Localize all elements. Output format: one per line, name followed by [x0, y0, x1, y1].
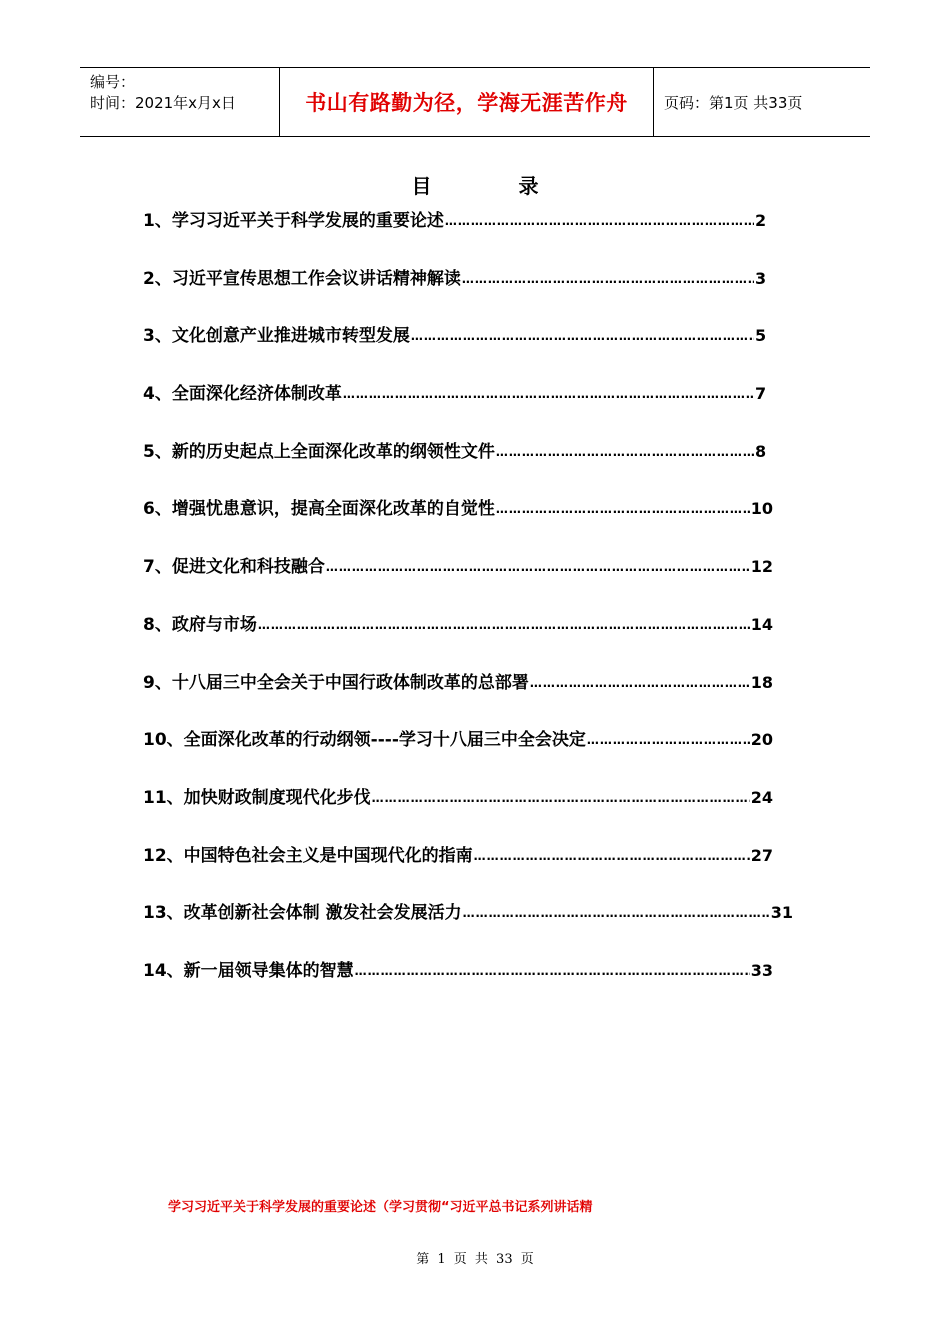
toc-entry-title: 2、习近平宣传思想工作会议讲话精神解读: [143, 268, 461, 289]
toc-dot-leader: [496, 439, 754, 465]
toc-entry-page-number: 20: [750, 730, 773, 750]
header-page-info: 页码：第1页 共33页: [664, 93, 803, 112]
page-number-footer: 第 1 页 共 33 页: [416, 1252, 534, 1267]
toc-dot-leader: [445, 208, 754, 234]
toc-dot-leader: [474, 843, 750, 869]
toc-entry-title: 5、新的历史起点上全面深化改革的纲领性文件: [143, 441, 495, 462]
toc-entry-page-number: 14: [750, 614, 773, 634]
toc-entry-page-number: 10: [750, 499, 773, 519]
document-header: [80, 67, 870, 137]
toc-title: 目 录: [411, 174, 579, 198]
toc-entry[interactable]: [143, 381, 773, 439]
toc-entry-page-number: 3: [755, 268, 767, 288]
toc-entry-page-number: 7: [755, 384, 767, 404]
toc-entry-page-number: 2: [755, 211, 767, 230]
header-meta-cell: [80, 68, 280, 136]
toc-dot-leader: [496, 496, 750, 522]
toc-entry-title: 7、促进文化和科技融合: [143, 557, 325, 578]
document-number-label: 编号：: [90, 73, 136, 91]
toc-entry[interactable]: [143, 727, 773, 785]
toc-dot-leader: [587, 727, 750, 753]
toc-dot-leader: [462, 266, 754, 292]
toc-entry[interactable]: [143, 496, 773, 554]
toc-entry-title: 14、新一届领导集体的智慧: [143, 960, 354, 981]
toc-entry[interactable]: [143, 323, 773, 381]
toc-entry-page-number: 31: [770, 903, 793, 923]
toc-entry-page-number: 24: [750, 787, 773, 807]
toc-entry-title: 11、加快财政制度现代化步伐: [143, 787, 371, 808]
table-of-contents: [143, 208, 793, 1016]
toc-entry[interactable]: [143, 958, 773, 1016]
toc-entry-page-number: 12: [750, 557, 773, 577]
toc-dot-leader: [258, 612, 750, 638]
toc-entry-page-number: 33: [750, 960, 773, 980]
toc-entry-page-number: 27: [750, 845, 773, 865]
toc-entry-title: 10、全面深化改革的行动纲领----学习十八届三中全会决定: [143, 730, 586, 751]
toc-dot-leader: [411, 323, 754, 349]
toc-dot-leader: [355, 958, 750, 984]
toc-entry[interactable]: [143, 670, 773, 728]
toc-entry[interactable]: [143, 900, 793, 958]
toc-entry-title: 3、文化创意产业推进城市转型发展: [143, 326, 410, 347]
toc-entry-title: 12、中国特色社会主义是中国现代化的指南: [143, 845, 473, 866]
toc-dot-leader: [530, 670, 750, 696]
toc-dot-leader: [463, 900, 770, 926]
toc-dot-leader: [343, 381, 754, 407]
toc-entry[interactable]: [143, 266, 773, 324]
header-motto: 书山有路勤为径，学海无涯苦作舟: [280, 68, 654, 136]
footer-red-note: 学习习近平关于科学发展的重要论述（学习贯彻“习近平总书记系列讲话精: [168, 1200, 593, 1215]
toc-entry-title: 8、政府与市场: [143, 614, 257, 635]
toc-entry-title: 13、改革创新社会体制 激发社会发展活力: [143, 903, 462, 924]
toc-entry-title: 1、学习习近平关于科学发展的重要论述: [143, 211, 444, 231]
toc-entry[interactable]: [143, 208, 773, 266]
toc-dot-leader: [326, 554, 750, 580]
toc-entry[interactable]: [143, 612, 773, 670]
toc-entry[interactable]: [143, 554, 773, 612]
toc-entry[interactable]: [143, 439, 773, 497]
toc-entry-title: 9、十八届三中全会关于中国行政体制改革的总部署: [143, 672, 529, 693]
document-time-label: 时间：2021年x月x日: [90, 94, 236, 112]
toc-entry-page-number: 5: [755, 326, 767, 346]
toc-entry-page-number: 8: [755, 441, 767, 461]
toc-entry-title: 4、全面深化经济体制改革: [143, 384, 342, 405]
toc-entry[interactable]: [143, 785, 773, 843]
toc-entry[interactable]: [143, 843, 773, 901]
toc-entry-page-number: 18: [750, 672, 773, 692]
toc-entry-title: 6、增强忧患意识，提高全面深化改革的自觉性: [143, 499, 495, 520]
toc-dot-leader: [372, 785, 750, 811]
